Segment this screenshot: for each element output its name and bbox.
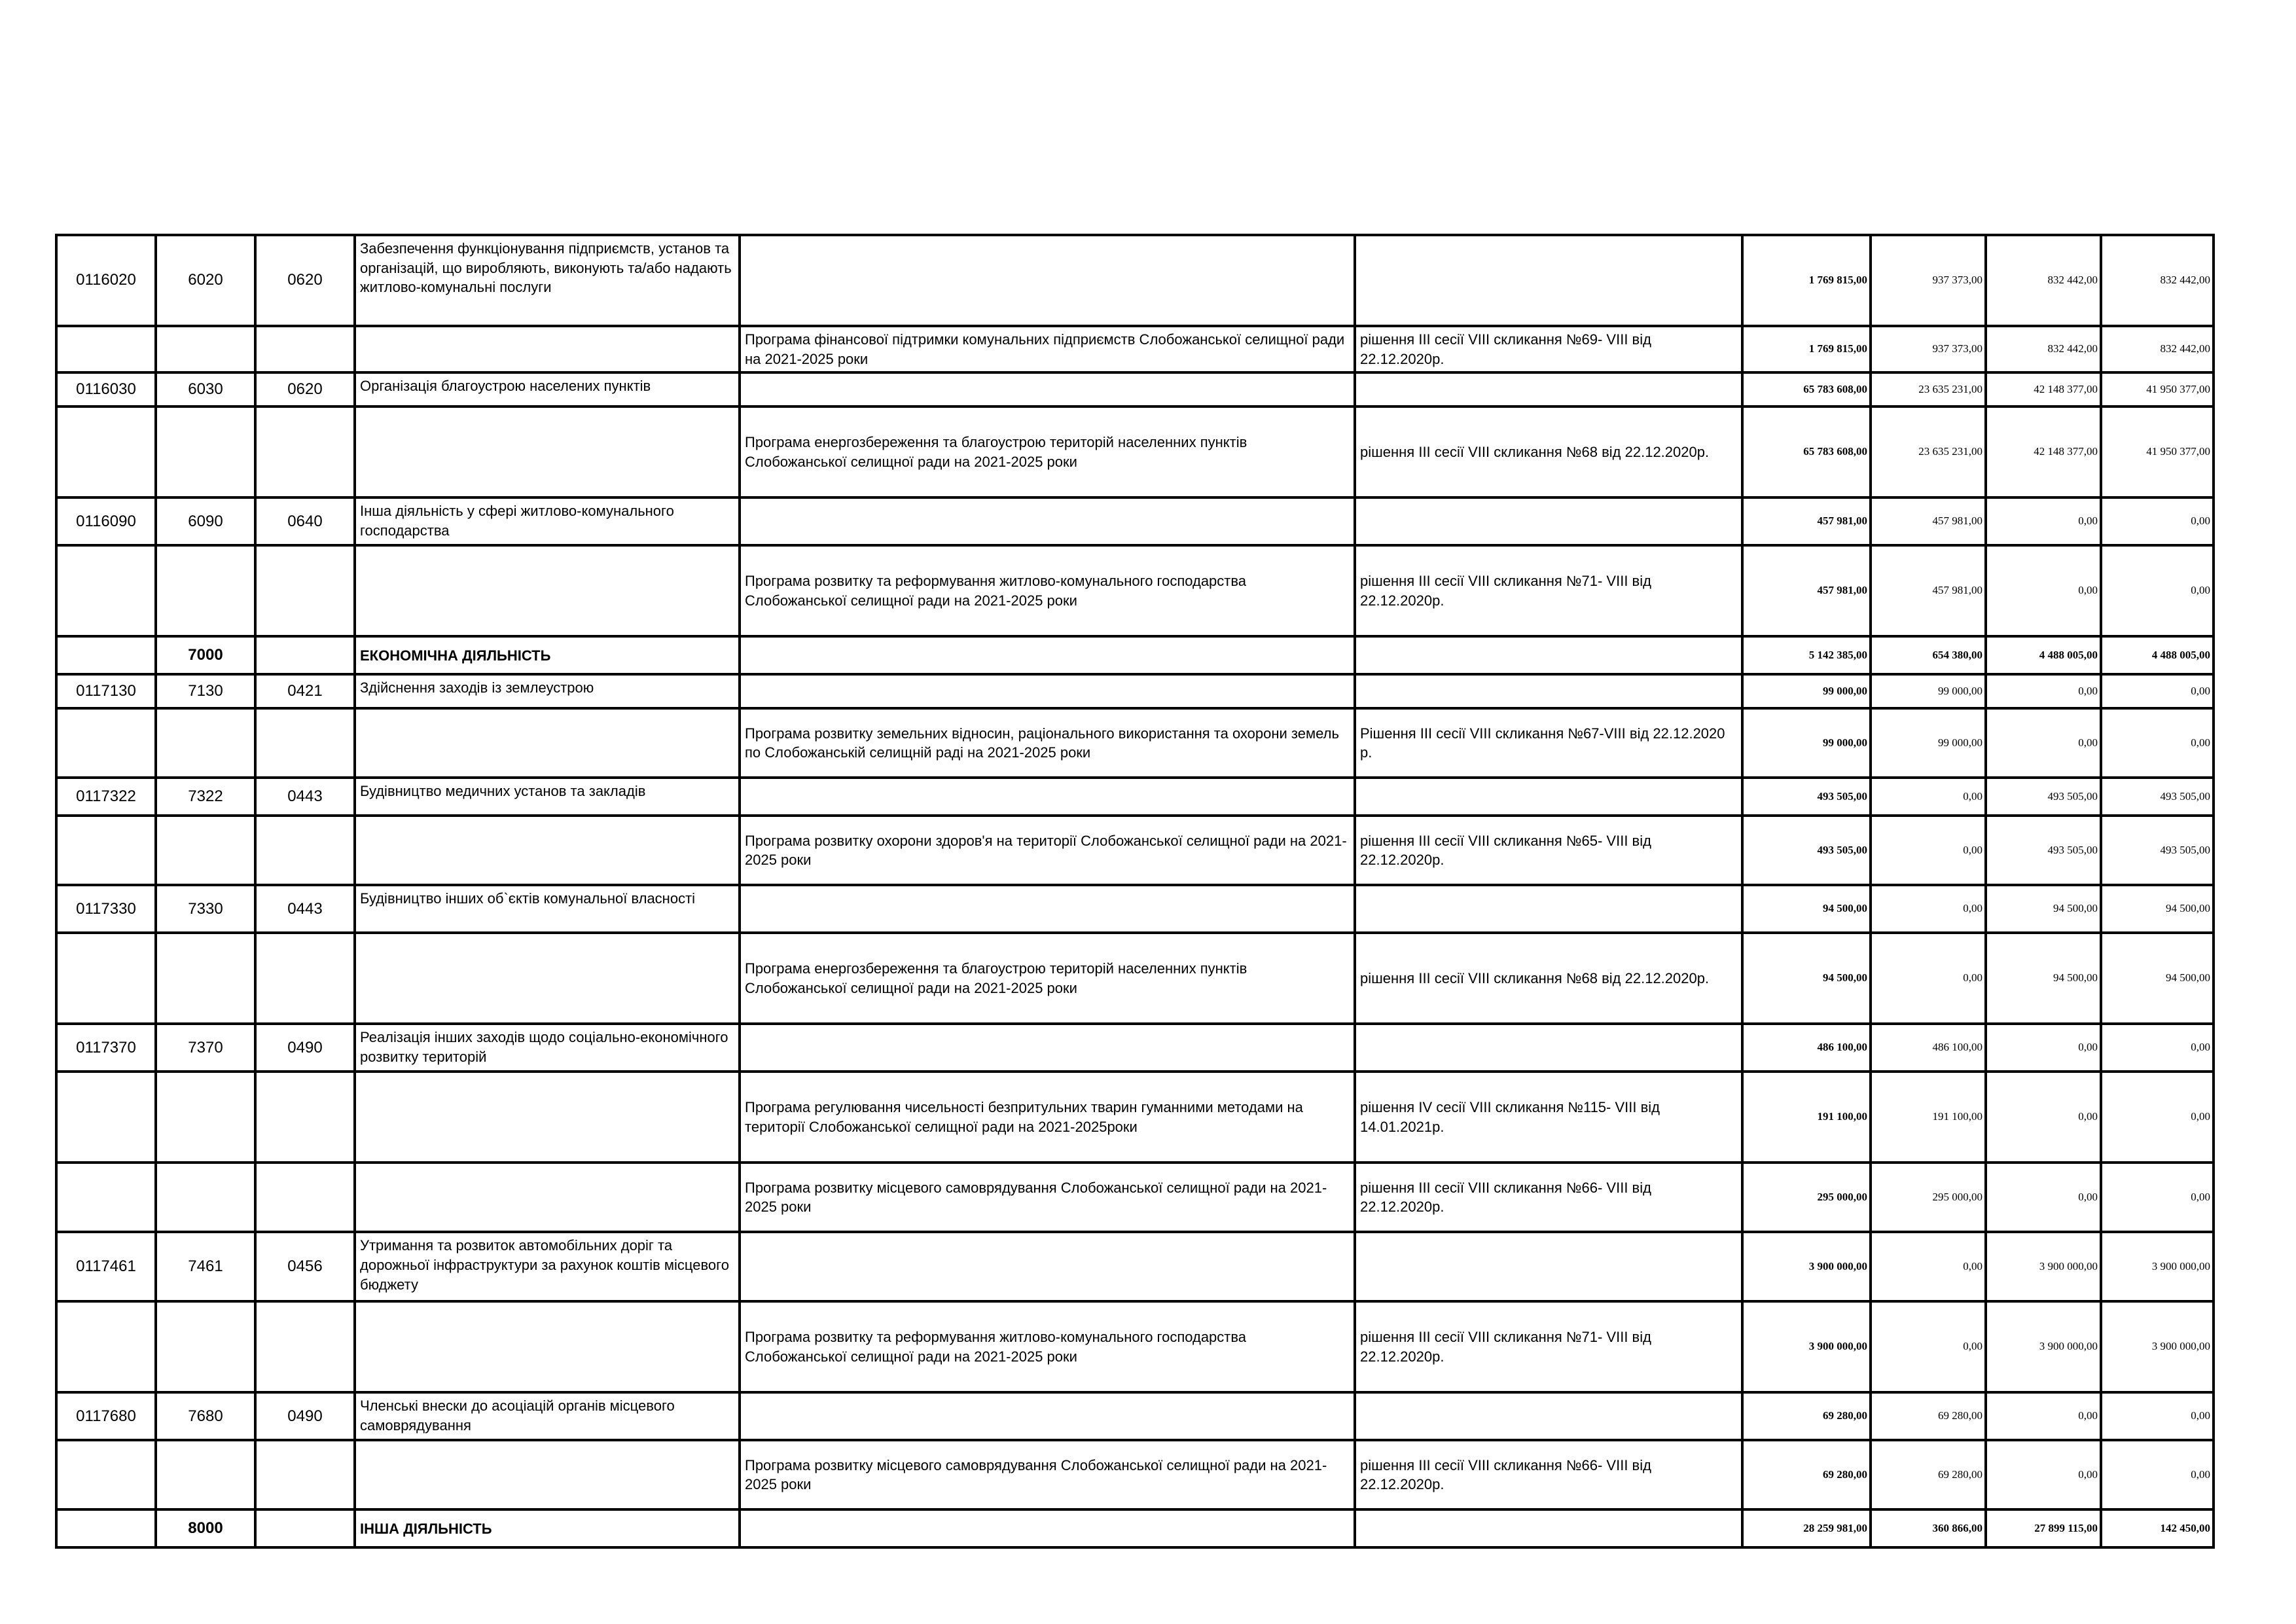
special-fund-cell: 0,00 xyxy=(1986,708,2101,778)
table-row xyxy=(56,545,2214,636)
total-amount-cell: 191 100,00 xyxy=(1742,1072,1871,1163)
general-fund-cell: 69 280,00 xyxy=(1871,1392,1986,1440)
fk-code-cell: 0421 xyxy=(255,674,355,708)
fk-code-cell: 0443 xyxy=(255,885,355,933)
program-name-cell xyxy=(740,885,1355,933)
general-fund-cell: 99 000,00 xyxy=(1871,708,1986,778)
program-name-cell xyxy=(740,1392,1355,1440)
fk-code-cell: 0443 xyxy=(255,778,355,816)
special-fund-cell: 27 899 115,00 xyxy=(1986,1509,2101,1547)
tpk-code-cell xyxy=(156,1440,255,1509)
fk-code-cell xyxy=(255,406,355,497)
tpk-code-cell xyxy=(156,545,255,636)
special-fund-cell: 0,00 xyxy=(1986,497,2101,545)
table-row xyxy=(56,1392,2214,1440)
decision-cell xyxy=(1355,372,1742,406)
special-fund-cell: 0,00 xyxy=(1986,674,2101,708)
table-row xyxy=(56,885,2214,933)
total-amount-cell: 5 142 385,00 xyxy=(1742,636,1871,674)
general-fund-cell: 69 280,00 xyxy=(1871,1440,1986,1509)
development-budget-cell: 0,00 xyxy=(2101,708,2214,778)
tpk-code-cell: 8000 xyxy=(156,1509,255,1547)
decision-cell: рішення ІІІ сесії VIII скликання №66- VIII від 22.12.2020р. xyxy=(1355,1163,1742,1232)
total-amount-cell: 94 500,00 xyxy=(1742,933,1871,1024)
decision-cell xyxy=(1355,1024,1742,1072)
special-fund-cell: 3 900 000,00 xyxy=(1986,1232,2101,1301)
decision-cell: рішення ІІІ сесії VIII скликання №71- VIII від 22.12.2020р. xyxy=(1355,545,1742,636)
development-budget-cell: 0,00 xyxy=(2101,545,2214,636)
decision-cell xyxy=(1355,1509,1742,1547)
program-name-cell xyxy=(740,778,1355,816)
table-row xyxy=(56,636,2214,674)
special-fund-cell: 832 442,00 xyxy=(1986,326,2101,372)
expenditure-name-cell xyxy=(355,406,740,497)
tpk-code-cell: 6020 xyxy=(156,235,255,326)
development-budget-cell: 0,00 xyxy=(2101,1440,2214,1509)
total-amount-cell: 94 500,00 xyxy=(1742,885,1871,933)
special-fund-cell: 42 148 377,00 xyxy=(1986,372,2101,406)
kpk-code-cell xyxy=(56,1509,156,1547)
expenditure-name-cell: Здійснення заходів із землеустрою xyxy=(355,674,740,708)
fk-code-cell xyxy=(255,1072,355,1163)
general-fund-cell: 0,00 xyxy=(1871,778,1986,816)
decision-cell xyxy=(1355,778,1742,816)
program-name-cell: Програма розвитку земельних відносин, раціонального використання та охорони земель по Слобожанській селищній раді на 2021-2025 роки xyxy=(740,708,1355,778)
development-budget-cell: 94 500,00 xyxy=(2101,933,2214,1024)
special-fund-cell: 0,00 xyxy=(1986,545,2101,636)
fk-code-cell xyxy=(255,636,355,674)
expenditure-name-cell xyxy=(355,1301,740,1392)
decision-cell: рішення ІІІ сесії VIII скликання №68 від 22.12.2020р. xyxy=(1355,933,1742,1024)
expenditure-name-cell: ІНША ДІЯЛЬНІСТЬ xyxy=(355,1509,740,1547)
kpk-code-cell: 0117330 xyxy=(56,885,156,933)
tpk-code-cell: 7130 xyxy=(156,674,255,708)
general-fund-cell: 191 100,00 xyxy=(1871,1072,1986,1163)
general-fund-cell: 99 000,00 xyxy=(1871,674,1986,708)
decision-cell xyxy=(1355,1232,1742,1301)
development-budget-cell: 493 505,00 xyxy=(2101,816,2214,885)
development-budget-cell: 0,00 xyxy=(2101,1072,2214,1163)
fk-code-cell xyxy=(255,1301,355,1392)
expenditure-name-cell xyxy=(355,1440,740,1509)
expenditure-name-cell: Організація благоустрою населених пунктів xyxy=(355,372,740,406)
tpk-code-cell xyxy=(156,406,255,497)
program-name-cell: Програма енергозбереження та благоустрою територій населенних пунктів Слобожанської селищної ради на 2021-2025 роки xyxy=(740,933,1355,1024)
table-row xyxy=(56,1509,2214,1547)
kpk-code-cell: 0117322 xyxy=(56,778,156,816)
program-name-cell: Програма фінансової підтримки комунальних підприємств Слобожанської селищної ради на 2021-2025 роки xyxy=(740,326,1355,372)
tpk-code-cell xyxy=(156,1072,255,1163)
table-row xyxy=(56,708,2214,778)
decision-cell xyxy=(1355,235,1742,326)
expenditure-name-cell xyxy=(355,326,740,372)
kpk-code-cell xyxy=(56,1440,156,1509)
decision-cell: рішення ІІІ сесії VIII скликання №71- VIII від 22.12.2020р. xyxy=(1355,1301,1742,1392)
fk-code-cell xyxy=(255,326,355,372)
program-name-cell xyxy=(740,497,1355,545)
decision-cell: рішення ІІІ сесії VIII скликання №68 від 22.12.2020р. xyxy=(1355,406,1742,497)
expenditure-name-cell: ЕКОНОМІЧНА ДІЯЛЬНІСТЬ xyxy=(355,636,740,674)
total-amount-cell: 295 000,00 xyxy=(1742,1163,1871,1232)
tpk-code-cell: 7370 xyxy=(156,1024,255,1072)
special-fund-cell: 42 148 377,00 xyxy=(1986,406,2101,497)
total-amount-cell: 1 769 815,00 xyxy=(1742,235,1871,326)
development-budget-cell: 0,00 xyxy=(2101,674,2214,708)
kpk-code-cell: 0117130 xyxy=(56,674,156,708)
decision-cell xyxy=(1355,497,1742,545)
general-fund-cell: 0,00 xyxy=(1871,885,1986,933)
total-amount-cell: 69 280,00 xyxy=(1742,1440,1871,1509)
tpk-code-cell xyxy=(156,326,255,372)
kpk-code-cell xyxy=(56,816,156,885)
kpk-code-cell xyxy=(56,1301,156,1392)
expenditure-name-cell: Забезпечення функціонування підприємств, установ та організацій, що виробляють, виконують та/або надають житлово-комунальні послуги xyxy=(355,235,740,326)
general-fund-cell: 937 373,00 xyxy=(1871,235,1986,326)
kpk-code-cell xyxy=(56,1163,156,1232)
kpk-code-cell xyxy=(56,636,156,674)
kpk-code-cell: 0117461 xyxy=(56,1232,156,1301)
decision-cell xyxy=(1355,885,1742,933)
development-budget-cell: 3 900 000,00 xyxy=(2101,1232,2214,1301)
special-fund-cell: 0,00 xyxy=(1986,1440,2101,1509)
total-amount-cell: 99 000,00 xyxy=(1742,674,1871,708)
special-fund-cell: 0,00 xyxy=(1986,1392,2101,1440)
development-budget-cell: 0,00 xyxy=(2101,1024,2214,1072)
table-row xyxy=(56,778,2214,816)
special-fund-cell: 94 500,00 xyxy=(1986,885,2101,933)
development-budget-cell: 0,00 xyxy=(2101,1392,2214,1440)
general-fund-cell: 0,00 xyxy=(1871,1232,1986,1301)
program-name-cell xyxy=(740,1232,1355,1301)
special-fund-cell: 3 900 000,00 xyxy=(1986,1301,2101,1392)
budget-programs-table xyxy=(55,234,2215,1549)
general-fund-cell: 457 981,00 xyxy=(1871,545,1986,636)
fk-code-cell xyxy=(255,708,355,778)
tpk-code-cell: 7322 xyxy=(156,778,255,816)
kpk-code-cell: 0117370 xyxy=(56,1024,156,1072)
total-amount-cell: 3 900 000,00 xyxy=(1742,1301,1871,1392)
kpk-code-cell: 0116020 xyxy=(56,235,156,326)
table-row xyxy=(56,1072,2214,1163)
fk-code-cell: 0620 xyxy=(255,372,355,406)
table-row xyxy=(56,235,2214,326)
decision-cell xyxy=(1355,1392,1742,1440)
special-fund-cell: 4 488 005,00 xyxy=(1986,636,2101,674)
table-row xyxy=(56,1232,2214,1301)
program-name-cell: Програма розвитку місцевого самоврядування Слобожанської селищної ради на 2021-2025 роки xyxy=(740,1163,1355,1232)
tpk-code-cell: 7330 xyxy=(156,885,255,933)
program-name-cell xyxy=(740,1509,1355,1547)
expenditure-name-cell xyxy=(355,1072,740,1163)
table-row xyxy=(56,372,2214,406)
kpk-code-cell: 0117680 xyxy=(56,1392,156,1440)
program-name-cell xyxy=(740,674,1355,708)
kpk-code-cell: 0116030 xyxy=(56,372,156,406)
table-row xyxy=(56,326,2214,372)
expenditure-name-cell xyxy=(355,545,740,636)
special-fund-cell: 0,00 xyxy=(1986,1163,2101,1232)
tpk-code-cell: 6030 xyxy=(156,372,255,406)
general-fund-cell: 486 100,00 xyxy=(1871,1024,1986,1072)
decision-cell: рішення ІІІ сесії VIII скликання №69- VIII від 22.12.2020р. xyxy=(1355,326,1742,372)
fk-code-cell: 0640 xyxy=(255,497,355,545)
fk-code-cell: 0620 xyxy=(255,235,355,326)
total-amount-cell: 457 981,00 xyxy=(1742,545,1871,636)
general-fund-cell: 937 373,00 xyxy=(1871,326,1986,372)
decision-cell: рішення ІV сесії VIII скликання №115- VIII від 14.01.2021р. xyxy=(1355,1072,1742,1163)
fk-code-cell xyxy=(255,545,355,636)
development-budget-cell: 493 505,00 xyxy=(2101,778,2214,816)
tpk-code-cell: 7000 xyxy=(156,636,255,674)
expenditure-name-cell: Будівництво інших об`єктів комунальної власності xyxy=(355,885,740,933)
program-name-cell: Програма розвитку та реформування житлово-комунального господарства Слобожанської селищної ради на 2021-2025 роки xyxy=(740,1301,1355,1392)
table-row xyxy=(56,406,2214,497)
general-fund-cell: 0,00 xyxy=(1871,1301,1986,1392)
total-amount-cell: 493 505,00 xyxy=(1742,778,1871,816)
general-fund-cell: 457 981,00 xyxy=(1871,497,1986,545)
fk-code-cell: 0490 xyxy=(255,1392,355,1440)
total-amount-cell: 1 769 815,00 xyxy=(1742,326,1871,372)
table-row xyxy=(56,674,2214,708)
kpk-code-cell xyxy=(56,406,156,497)
kpk-code-cell xyxy=(56,933,156,1024)
tpk-code-cell: 7680 xyxy=(156,1392,255,1440)
total-amount-cell: 493 505,00 xyxy=(1742,816,1871,885)
development-budget-cell: 41 950 377,00 xyxy=(2101,406,2214,497)
special-fund-cell: 493 505,00 xyxy=(1986,778,2101,816)
development-budget-cell: 0,00 xyxy=(2101,1163,2214,1232)
tpk-code-cell: 7461 xyxy=(156,1232,255,1301)
development-budget-cell: 3 900 000,00 xyxy=(2101,1301,2214,1392)
total-amount-cell: 65 783 608,00 xyxy=(1742,406,1871,497)
total-amount-cell: 457 981,00 xyxy=(1742,497,1871,545)
table-row xyxy=(56,497,2214,545)
tpk-code-cell xyxy=(156,1163,255,1232)
expenditure-name-cell: Будівництво медичних установ та закладів xyxy=(355,778,740,816)
expenditure-name-cell: Членські внески до асоціацій органів місцевого самоврядування xyxy=(355,1392,740,1440)
development-budget-cell: 142 450,00 xyxy=(2101,1509,2214,1547)
special-fund-cell: 0,00 xyxy=(1986,1024,2101,1072)
total-amount-cell: 486 100,00 xyxy=(1742,1024,1871,1072)
expenditure-name-cell xyxy=(355,708,740,778)
development-budget-cell: 832 442,00 xyxy=(2101,326,2214,372)
general-fund-cell: 23 635 231,00 xyxy=(1871,372,1986,406)
special-fund-cell: 493 505,00 xyxy=(1986,816,2101,885)
general-fund-cell: 0,00 xyxy=(1871,933,1986,1024)
program-name-cell: Програма енергозбереження та благоустрою територій населенних пунктів Слобожанської селищної ради на 2021-2025 роки xyxy=(740,406,1355,497)
development-budget-cell: 94 500,00 xyxy=(2101,885,2214,933)
total-amount-cell: 65 783 608,00 xyxy=(1742,372,1871,406)
decision-cell xyxy=(1355,674,1742,708)
fk-code-cell xyxy=(255,816,355,885)
development-budget-cell: 4 488 005,00 xyxy=(2101,636,2214,674)
tpk-code-cell xyxy=(156,1301,255,1392)
program-name-cell: Програма регулювання чисельності безпритульних тварин гуманними методами на території Слобожанської селищної ради на 2021-2025роки xyxy=(740,1072,1355,1163)
general-fund-cell: 295 000,00 xyxy=(1871,1163,1986,1232)
program-name-cell: Програма розвитку охорони здоров'я на території Слобожанської селищної ради на 2021-2025 роки xyxy=(740,816,1355,885)
fk-code-cell xyxy=(255,1163,355,1232)
decision-cell xyxy=(1355,636,1742,674)
special-fund-cell: 94 500,00 xyxy=(1986,933,2101,1024)
fk-code-cell xyxy=(255,1440,355,1509)
kpk-code-cell: 0116090 xyxy=(56,497,156,545)
table-row xyxy=(56,1163,2214,1232)
program-name-cell xyxy=(740,235,1355,326)
table-row xyxy=(56,1301,2214,1392)
development-budget-cell: 41 950 377,00 xyxy=(2101,372,2214,406)
development-budget-cell: 832 442,00 xyxy=(2101,235,2214,326)
program-name-cell: Програма розвитку місцевого самоврядування Слобожанської селищної ради на 2021-2025 роки xyxy=(740,1440,1355,1509)
kpk-code-cell xyxy=(56,708,156,778)
general-fund-cell: 360 866,00 xyxy=(1871,1509,1986,1547)
kpk-code-cell xyxy=(56,1072,156,1163)
table-row xyxy=(56,1440,2214,1509)
program-name-cell: Програма розвитку та реформування житлово-комунального господарства Слобожанської селищної ради на 2021-2025 роки xyxy=(740,545,1355,636)
program-name-cell xyxy=(740,372,1355,406)
expenditure-name-cell xyxy=(355,816,740,885)
expenditure-name-cell xyxy=(355,1163,740,1232)
fk-code-cell: 0456 xyxy=(255,1232,355,1301)
general-fund-cell: 23 635 231,00 xyxy=(1871,406,1986,497)
table-body xyxy=(56,235,2214,1547)
tpk-code-cell xyxy=(156,708,255,778)
total-amount-cell: 99 000,00 xyxy=(1742,708,1871,778)
tpk-code-cell xyxy=(156,816,255,885)
general-fund-cell: 654 380,00 xyxy=(1871,636,1986,674)
general-fund-cell: 0,00 xyxy=(1871,816,1986,885)
expenditure-name-cell: Інша діяльність у сфері житлово-комунального господарства xyxy=(355,497,740,545)
decision-cell: рішення ІІІ сесії VIII скликання №65- VIII від 22.12.2020р. xyxy=(1355,816,1742,885)
table-row xyxy=(56,1024,2214,1072)
decision-cell: рішення ІІІ сесії VIII скликання №66- VIII від 22.12.2020р. xyxy=(1355,1440,1742,1509)
decision-cell: Рішення ІІІ сесії VIII скликання №67-VIII від 22.12.2020 р. xyxy=(1355,708,1742,778)
kpk-code-cell xyxy=(56,326,156,372)
expenditure-name-cell xyxy=(355,933,740,1024)
expenditure-name-cell: Реалізація інших заходів щодо соціально-економічного розвитку територій xyxy=(355,1024,740,1072)
special-fund-cell: 0,00 xyxy=(1986,1072,2101,1163)
total-amount-cell: 3 900 000,00 xyxy=(1742,1232,1871,1301)
table-row xyxy=(56,816,2214,885)
program-name-cell xyxy=(740,636,1355,674)
fk-code-cell: 0490 xyxy=(255,1024,355,1072)
fk-code-cell xyxy=(255,933,355,1024)
total-amount-cell: 69 280,00 xyxy=(1742,1392,1871,1440)
tpk-code-cell xyxy=(156,933,255,1024)
development-budget-cell: 0,00 xyxy=(2101,497,2214,545)
fk-code-cell xyxy=(255,1509,355,1547)
expenditure-name-cell: Утримання та розвиток автомобільних доріг та дорожньої інфраструктури за рахунок коштів місцевого бюджету xyxy=(355,1232,740,1301)
special-fund-cell: 832 442,00 xyxy=(1986,235,2101,326)
program-name-cell xyxy=(740,1024,1355,1072)
table-row xyxy=(56,933,2214,1024)
total-amount-cell: 28 259 981,00 xyxy=(1742,1509,1871,1547)
tpk-code-cell: 6090 xyxy=(156,497,255,545)
kpk-code-cell xyxy=(56,545,156,636)
